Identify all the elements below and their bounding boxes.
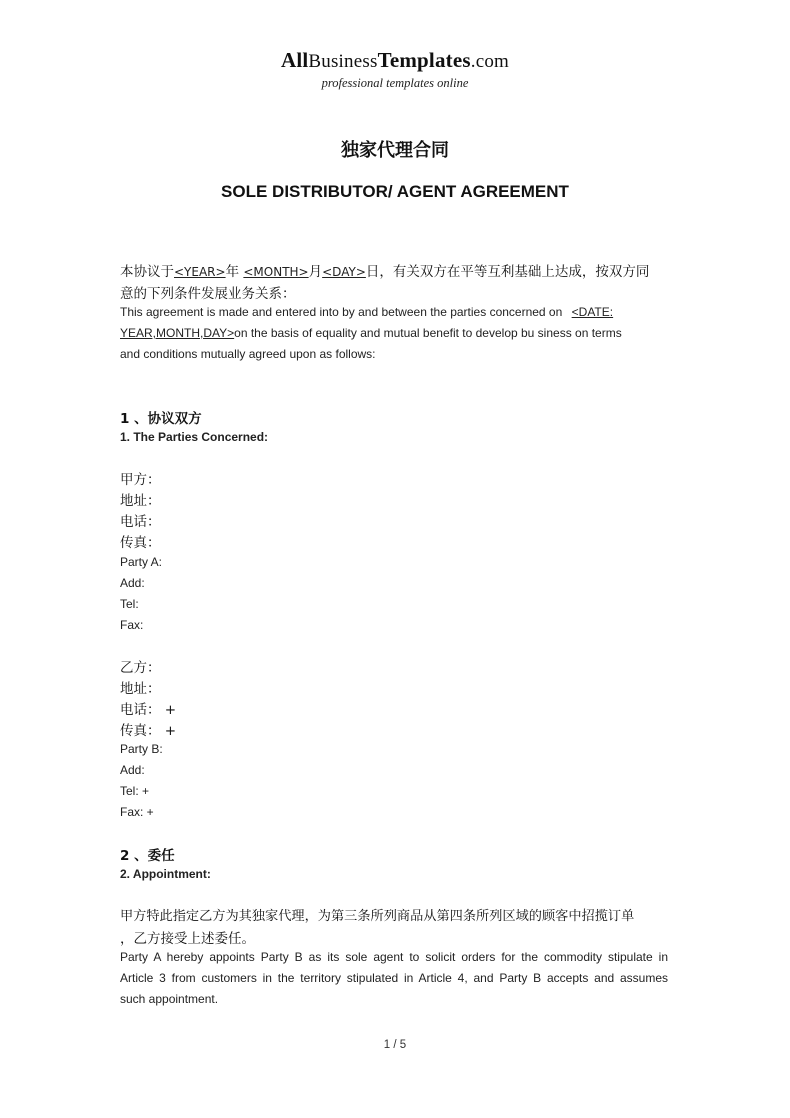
section1-heading-cn: 1 、协议双方	[120, 411, 202, 427]
year-field[interactable]: <YEAR>	[174, 265, 226, 279]
intro-cn-line-1	[120, 260, 649, 280]
appointment-cn-line-1: 甲方特此指定乙方为其独家代理，为第三条所列商品从第四条所列区域的顾客中招揽订单	[120, 909, 635, 924]
party-a-fax-en: Fax:	[120, 618, 144, 632]
party-a-tel-en: Tel:	[120, 597, 139, 611]
party-a-tel-cn: 电话：	[120, 514, 161, 530]
logo-part-business: Business	[308, 51, 378, 72]
logo-part-all: All	[280, 48, 309, 72]
site-tagline: professional templates online	[321, 76, 469, 90]
appointment-cn-line-2: ，乙方接受上述委任。	[120, 931, 255, 947]
section2-heading-cn: 2 、委任	[120, 848, 175, 864]
document-title-en: SOLE DISTRIBUTOR/ AGENT AGREEMENT	[221, 182, 569, 201]
appointment-en-line-3: such appointment.	[120, 992, 219, 1006]
section1-heading-en: 1. The Parties Concerned:	[120, 430, 269, 444]
date-field-part-1[interactable]: <DATE:	[571, 305, 614, 319]
intro-cn-month: 月	[308, 264, 323, 280]
party-b-tel-en: Tel: +	[120, 784, 150, 798]
intro-cn-rest: 日，有关双方在平等互利基础上达成，按双方同	[365, 264, 650, 280]
intro-en-line-2	[120, 326, 622, 340]
intro-cn-year: 年	[225, 264, 240, 280]
month-field[interactable]: <MONTH>	[243, 265, 309, 279]
logo-part-domain: .com	[470, 51, 510, 72]
appointment-en-line-2: Article 3 from customers in the territory stipulated in Article 4, and Party B accepts and assumes	[120, 971, 668, 985]
intro-en-line-3: and conditions mutually agreed upon as follows:	[120, 347, 376, 361]
party-b-name-en: Party B:	[120, 742, 163, 756]
intro-en-rest: on the basis of equality and mutual benefit to develop bu siness on terms	[234, 326, 622, 340]
party-b-tel-cn: 电话： +	[120, 702, 177, 718]
party-b-address-en: Add:	[120, 763, 145, 777]
party-b-name-cn: 乙方：	[120, 660, 161, 676]
appointment-en-line-1: Party A hereby appoints Party B as its sole agent to solicit orders for the commodity stipulate in	[120, 950, 668, 964]
page-number: 1 / 5	[383, 1039, 407, 1051]
party-a-address-en: Add:	[120, 576, 145, 590]
section2-heading-en: 2. Appointment:	[120, 867, 211, 881]
intro-en-prefix: This agreement is made and entered into by and between the parties concerned on	[120, 305, 563, 319]
party-a-name-cn: 甲方：	[120, 472, 161, 488]
day-field[interactable]: <DAY>	[322, 265, 366, 279]
party-a-address-cn: 地址：	[120, 493, 161, 509]
date-field-part-2[interactable]: YEAR,MONTH,DAY>	[120, 326, 235, 340]
intro-cn-prefix: 本协议于	[120, 264, 174, 280]
intro-cn-line-2: 意的下列条件发展业务关系：	[120, 286, 296, 302]
logo-part-templates: Templates	[377, 48, 471, 72]
document-title-cn: 独家代理合同	[341, 140, 449, 161]
intro-en-line-1	[120, 305, 613, 319]
party-b-fax-cn: 传真： +	[120, 723, 177, 739]
party-a-fax-cn: 传真：	[120, 535, 161, 551]
party-b-fax-en: Fax: +	[120, 805, 154, 819]
party-a-name-en: Party A:	[120, 555, 163, 569]
party-b-address-cn: 地址：	[120, 681, 161, 697]
site-logo[interactable]	[0, 48, 790, 73]
